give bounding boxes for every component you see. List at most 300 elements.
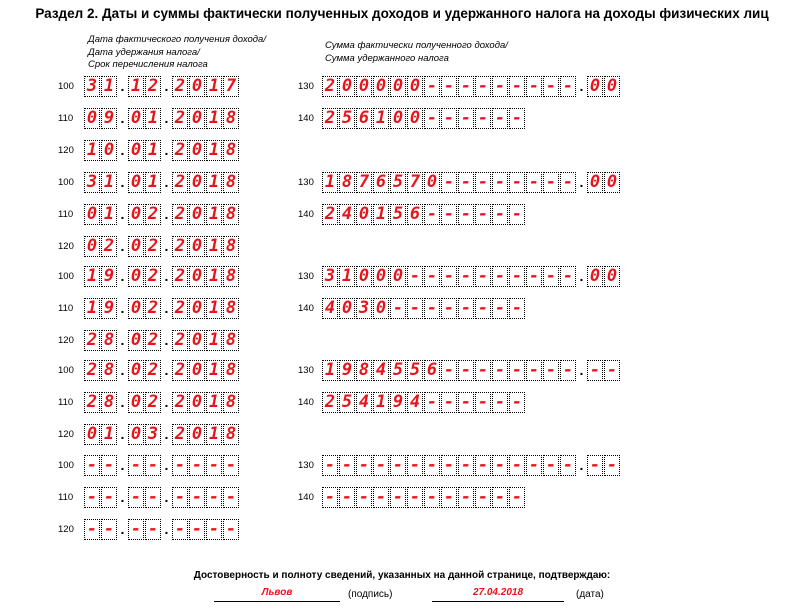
amount-digit-cell[interactable]: - bbox=[492, 487, 508, 508]
date-digit-cell[interactable]: 1 bbox=[206, 424, 222, 445]
date-field[interactable] bbox=[84, 298, 240, 319]
amount-digit-cell[interactable]: 3 bbox=[356, 298, 372, 319]
amount-digit-cell[interactable]: - bbox=[339, 455, 355, 476]
date-digit-cell[interactable]: - bbox=[206, 455, 222, 476]
date-digit-cell[interactable]: 0 bbox=[189, 140, 205, 161]
amount-digit-cell[interactable]: 9 bbox=[339, 360, 355, 381]
kopeck-digit-cell[interactable]: 0 bbox=[587, 172, 603, 193]
date-digit-cell[interactable]: 2 bbox=[172, 360, 188, 381]
amount-digit-cell[interactable]: 5 bbox=[339, 108, 355, 129]
amount-digit-cell[interactable]: 5 bbox=[407, 360, 423, 381]
date-digit-cell[interactable]: 0 bbox=[101, 140, 117, 161]
date-digit-cell[interactable]: 2 bbox=[145, 236, 161, 257]
date-field[interactable] bbox=[84, 424, 240, 445]
amount-digit-cell[interactable]: - bbox=[475, 487, 491, 508]
date-digit-cell[interactable]: 1 bbox=[206, 76, 222, 97]
date-digit-cell[interactable]: 9 bbox=[101, 108, 117, 129]
date-digit-cell[interactable]: 1 bbox=[145, 108, 161, 129]
date-digit-cell[interactable]: 2 bbox=[172, 266, 188, 287]
amount-digit-cell[interactable]: 0 bbox=[356, 266, 372, 287]
date-digit-cell[interactable]: 0 bbox=[189, 236, 205, 257]
income-amount-field[interactable] bbox=[322, 172, 621, 193]
amount-digit-cell[interactable]: - bbox=[407, 487, 423, 508]
tax-amount-field[interactable] bbox=[322, 392, 526, 413]
date-digit-cell[interactable]: 2 bbox=[172, 140, 188, 161]
amount-digit-cell[interactable]: - bbox=[458, 204, 474, 225]
date-digit-cell[interactable]: - bbox=[223, 455, 239, 476]
date-digit-cell[interactable]: 9 bbox=[101, 298, 117, 319]
amount-digit-cell[interactable]: - bbox=[339, 487, 355, 508]
date-digit-cell[interactable]: - bbox=[223, 487, 239, 508]
kopeck-digit-cell[interactable]: 0 bbox=[604, 172, 620, 193]
amount-digit-cell[interactable]: 2 bbox=[322, 76, 338, 97]
amount-digit-cell[interactable]: 7 bbox=[356, 172, 372, 193]
date-digit-cell[interactable]: - bbox=[172, 455, 188, 476]
date-digit-cell[interactable]: 9 bbox=[101, 266, 117, 287]
date-digit-cell[interactable]: 7 bbox=[223, 76, 239, 97]
date-digit-cell[interactable]: 0 bbox=[84, 108, 100, 129]
date-digit-cell[interactable]: 2 bbox=[145, 298, 161, 319]
date-digit-cell[interactable]: - bbox=[145, 519, 161, 540]
kopeck-digit-cell[interactable]: - bbox=[587, 455, 603, 476]
amount-digit-cell[interactable]: - bbox=[492, 266, 508, 287]
date-digit-cell[interactable]: 1 bbox=[206, 298, 222, 319]
date-digit-cell[interactable]: 0 bbox=[189, 360, 205, 381]
amount-digit-cell[interactable]: - bbox=[492, 76, 508, 97]
amount-digit-cell[interactable]: - bbox=[492, 455, 508, 476]
amount-digit-cell[interactable]: - bbox=[560, 455, 576, 476]
amount-digit-cell[interactable]: 6 bbox=[424, 360, 440, 381]
section-title: Раздел 2. Даты и суммы фактически полученных доходов и удержанного налога на доходы физических лиц bbox=[35, 6, 769, 21]
line-code: 110 bbox=[58, 303, 74, 314]
date-digit-cell[interactable]: - bbox=[128, 519, 144, 540]
amount-digit-cell[interactable]: 0 bbox=[407, 76, 423, 97]
date-digit-cell[interactable]: 0 bbox=[128, 108, 144, 129]
amount-digit-cell[interactable]: 0 bbox=[373, 266, 389, 287]
amount-digit-cell[interactable]: - bbox=[492, 172, 508, 193]
amount-digit-cell[interactable]: - bbox=[322, 487, 338, 508]
amount-digit-cell[interactable]: - bbox=[322, 455, 338, 476]
amount-digit-cell[interactable]: 5 bbox=[390, 360, 406, 381]
date-field[interactable] bbox=[84, 392, 240, 413]
date-digit-cell[interactable]: - bbox=[84, 455, 100, 476]
amount-digit-cell[interactable]: 0 bbox=[390, 76, 406, 97]
date-digit-cell[interactable]: 0 bbox=[84, 236, 100, 257]
tax-amount-field[interactable] bbox=[322, 204, 526, 225]
date-digit-cell[interactable]: 3 bbox=[145, 424, 161, 445]
amount-digit-cell[interactable]: - bbox=[475, 360, 491, 381]
amount-digit-cell[interactable]: - bbox=[458, 392, 474, 413]
date-digit-cell[interactable]: 1 bbox=[84, 140, 100, 161]
date-digit-cell[interactable]: - bbox=[128, 455, 144, 476]
date-digit-cell[interactable]: - bbox=[128, 487, 144, 508]
kopeck-digit-cell[interactable]: - bbox=[604, 455, 620, 476]
date-digit-cell[interactable]: 3 bbox=[84, 76, 100, 97]
tax-amount-field[interactable] bbox=[322, 298, 526, 319]
date-digit-cell[interactable]: - bbox=[101, 455, 117, 476]
amount-digit-cell[interactable]: - bbox=[424, 76, 440, 97]
amount-digit-cell[interactable]: 5 bbox=[390, 172, 406, 193]
amount-digit-cell[interactable]: - bbox=[492, 298, 508, 319]
amount-digit-cell[interactable]: 5 bbox=[339, 392, 355, 413]
amount-digit-cell[interactable]: - bbox=[475, 204, 491, 225]
date-digit-cell[interactable]: - bbox=[145, 455, 161, 476]
amount-digit-cell[interactable]: - bbox=[458, 108, 474, 129]
date-digit-cell[interactable]: - bbox=[101, 487, 117, 508]
date-field[interactable] bbox=[84, 108, 240, 129]
amount-digit-cell[interactable]: - bbox=[390, 487, 406, 508]
date-field[interactable] bbox=[84, 236, 240, 257]
amount-digit-cell[interactable]: 4 bbox=[356, 392, 372, 413]
amount-digit-cell[interactable]: - bbox=[475, 108, 491, 129]
line-code: 130 bbox=[298, 460, 314, 471]
date-digit-cell[interactable]: - bbox=[189, 519, 205, 540]
date-digit-cell[interactable]: 0 bbox=[189, 330, 205, 351]
amount-digit-cell[interactable]: - bbox=[458, 487, 474, 508]
amount-digit-cell[interactable]: 8 bbox=[356, 360, 372, 381]
amount-digit-cell[interactable]: 0 bbox=[356, 204, 372, 225]
date-digit-cell[interactable]: 8 bbox=[223, 108, 239, 129]
income-amount-field[interactable] bbox=[322, 266, 621, 287]
date-digit-cell[interactable]: 8 bbox=[101, 330, 117, 351]
amount-digit-cell[interactable]: - bbox=[509, 172, 525, 193]
date-digit-cell[interactable]: 2 bbox=[172, 236, 188, 257]
date-digit-cell[interactable]: 1 bbox=[101, 204, 117, 225]
amount-digit-cell[interactable]: - bbox=[543, 455, 559, 476]
date-field[interactable]: 27.04.2018 bbox=[432, 587, 564, 602]
date-digit-cell[interactable]: 0 bbox=[189, 424, 205, 445]
date-field[interactable] bbox=[84, 204, 240, 225]
amount-digit-cell[interactable]: - bbox=[475, 172, 491, 193]
date-field[interactable] bbox=[84, 330, 240, 351]
date-digit-cell[interactable]: - bbox=[189, 487, 205, 508]
amount-digit-cell[interactable]: - bbox=[441, 108, 457, 129]
amount-digit-cell[interactable]: 4 bbox=[339, 204, 355, 225]
date-digit-cell[interactable]: 0 bbox=[128, 330, 144, 351]
date-field[interactable] bbox=[84, 455, 240, 476]
date-digit-cell[interactable]: - bbox=[145, 487, 161, 508]
date-digit-cell[interactable]: - bbox=[206, 519, 222, 540]
amount-digit-cell[interactable]: - bbox=[543, 76, 559, 97]
amount-digit-cell[interactable]: 2 bbox=[322, 108, 338, 129]
date-digit-cell[interactable]: - bbox=[206, 487, 222, 508]
amount-digit-cell[interactable]: 2 bbox=[322, 204, 338, 225]
date-digit-cell[interactable]: 2 bbox=[101, 236, 117, 257]
date-digit-cell[interactable]: 1 bbox=[101, 76, 117, 97]
date-digit-cell[interactable]: 0 bbox=[189, 108, 205, 129]
amount-digit-cell[interactable]: - bbox=[441, 298, 457, 319]
amount-digit-cell[interactable]: - bbox=[509, 108, 525, 129]
date-digit-cell[interactable]: 0 bbox=[84, 204, 100, 225]
amount-digit-cell[interactable]: 0 bbox=[390, 266, 406, 287]
date-digit-cell[interactable]: 2 bbox=[145, 360, 161, 381]
date-digit-cell[interactable]: 2 bbox=[145, 204, 161, 225]
amount-digit-cell[interactable]: 1 bbox=[339, 266, 355, 287]
amount-digit-cell[interactable]: 0 bbox=[407, 108, 423, 129]
amount-digit-cell[interactable]: 4 bbox=[322, 298, 338, 319]
amount-digit-cell[interactable]: - bbox=[526, 76, 542, 97]
amount-digit-cell[interactable]: - bbox=[560, 76, 576, 97]
date-digit-cell[interactable]: 0 bbox=[189, 392, 205, 413]
separator-dot: . bbox=[164, 426, 169, 442]
amount-digit-cell[interactable]: - bbox=[509, 266, 525, 287]
date-digit-cell[interactable]: 0 bbox=[84, 424, 100, 445]
amount-digit-cell[interactable]: - bbox=[526, 172, 542, 193]
amount-digit-cell[interactable]: - bbox=[509, 392, 525, 413]
amount-digit-cell[interactable]: 6 bbox=[407, 204, 423, 225]
amount-digit-cell[interactable]: - bbox=[492, 204, 508, 225]
amount-digit-cell[interactable]: - bbox=[543, 266, 559, 287]
date-digit-cell[interactable]: 0 bbox=[189, 298, 205, 319]
date-digit-cell[interactable]: 1 bbox=[128, 76, 144, 97]
date-digit-cell[interactable]: 1 bbox=[206, 172, 222, 193]
amount-digit-cell[interactable]: 1 bbox=[373, 108, 389, 129]
signature-field[interactable]: Львов bbox=[214, 587, 340, 602]
date-field[interactable] bbox=[84, 266, 240, 287]
amount-digit-cell[interactable]: - bbox=[441, 266, 457, 287]
amount-digit-cell[interactable]: - bbox=[356, 455, 372, 476]
date-digit-cell[interactable]: 1 bbox=[206, 204, 222, 225]
date-digit-cell[interactable]: 0 bbox=[128, 424, 144, 445]
amount-digit-cell[interactable]: - bbox=[509, 455, 525, 476]
amount-digit-cell[interactable]: - bbox=[424, 266, 440, 287]
date-digit-cell[interactable]: 1 bbox=[206, 236, 222, 257]
date-digit-cell[interactable]: 2 bbox=[172, 204, 188, 225]
amount-digit-cell[interactable]: - bbox=[390, 455, 406, 476]
amount-digit-cell[interactable]: - bbox=[441, 76, 457, 97]
date-digit-cell[interactable]: 1 bbox=[206, 392, 222, 413]
amount-digit-cell[interactable]: - bbox=[509, 298, 525, 319]
amount-digit-cell[interactable]: - bbox=[492, 360, 508, 381]
date-digit-cell[interactable]: - bbox=[84, 519, 100, 540]
amount-digit-cell[interactable]: - bbox=[458, 172, 474, 193]
amount-digit-cell[interactable]: - bbox=[441, 360, 457, 381]
amount-digit-cell[interactable]: - bbox=[543, 172, 559, 193]
date-digit-cell[interactable]: 3 bbox=[84, 172, 100, 193]
amount-digit-cell[interactable]: 6 bbox=[356, 108, 372, 129]
date-digit-cell[interactable]: 8 bbox=[101, 360, 117, 381]
date-digit-cell[interactable]: - bbox=[172, 519, 188, 540]
date-digit-cell[interactable]: 2 bbox=[145, 330, 161, 351]
date-digit-cell[interactable]: 0 bbox=[189, 204, 205, 225]
date-digit-cell[interactable]: - bbox=[101, 519, 117, 540]
date-digit-cell[interactable]: 8 bbox=[223, 236, 239, 257]
date-digit-cell[interactable]: 2 bbox=[172, 108, 188, 129]
date-digit-cell[interactable]: 8 bbox=[101, 392, 117, 413]
date-digit-cell[interactable]: 8 bbox=[223, 360, 239, 381]
date-digit-cell[interactable]: 2 bbox=[172, 392, 188, 413]
date-digit-cell[interactable]: 0 bbox=[128, 140, 144, 161]
amount-digit-cell[interactable]: - bbox=[424, 455, 440, 476]
kopeck-digit-cell[interactable]: 0 bbox=[587, 266, 603, 287]
amount-digit-cell[interactable]: 0 bbox=[373, 76, 389, 97]
kopeck-digit-cell[interactable]: 0 bbox=[604, 76, 620, 97]
amount-digit-cell[interactable]: - bbox=[441, 487, 457, 508]
date-digit-cell[interactable]: 2 bbox=[172, 172, 188, 193]
amount-digit-cell[interactable]: - bbox=[424, 487, 440, 508]
kopeck-digit-cell[interactable]: - bbox=[587, 360, 603, 381]
amount-digit-cell[interactable]: - bbox=[356, 487, 372, 508]
amount-digit-cell[interactable]: - bbox=[543, 360, 559, 381]
date-digit-cell[interactable]: 2 bbox=[172, 330, 188, 351]
amount-digit-cell[interactable]: 4 bbox=[407, 392, 423, 413]
amount-digit-cell[interactable]: 0 bbox=[339, 298, 355, 319]
amount-digit-cell[interactable]: 3 bbox=[322, 266, 338, 287]
date-digit-cell[interactable]: 1 bbox=[206, 360, 222, 381]
date-digit-cell[interactable]: 2 bbox=[172, 424, 188, 445]
amount-digit-cell[interactable]: 1 bbox=[373, 392, 389, 413]
date-digit-cell[interactable]: 0 bbox=[128, 392, 144, 413]
amount-digit-cell[interactable]: - bbox=[509, 76, 525, 97]
date-digit-cell[interactable]: 0 bbox=[189, 76, 205, 97]
date-digit-cell[interactable]: 1 bbox=[84, 298, 100, 319]
amount-digit-cell[interactable]: 2 bbox=[322, 392, 338, 413]
date-digit-cell[interactable]: 2 bbox=[172, 76, 188, 97]
amount-digit-cell[interactable]: - bbox=[509, 487, 525, 508]
amount-digit-cell[interactable]: 0 bbox=[339, 76, 355, 97]
date-digit-cell[interactable]: 1 bbox=[206, 140, 222, 161]
income-amount-field[interactable] bbox=[322, 76, 621, 97]
amount-digit-cell[interactable]: - bbox=[424, 108, 440, 129]
kopeck-digit-cell[interactable]: 0 bbox=[604, 266, 620, 287]
amount-digit-cell[interactable]: - bbox=[407, 455, 423, 476]
amount-digit-cell[interactable]: - bbox=[458, 76, 474, 97]
amount-digit-cell[interactable]: - bbox=[407, 266, 423, 287]
kopeck-digit-cell[interactable]: - bbox=[604, 360, 620, 381]
date-digit-cell[interactable]: 8 bbox=[223, 392, 239, 413]
date-digit-cell[interactable]: - bbox=[189, 455, 205, 476]
amount-digit-cell[interactable]: - bbox=[526, 360, 542, 381]
date-digit-cell[interactable]: 8 bbox=[223, 172, 239, 193]
amount-digit-cell[interactable]: - bbox=[373, 487, 389, 508]
date-digit-cell[interactable]: 2 bbox=[145, 392, 161, 413]
date-field[interactable] bbox=[84, 140, 240, 161]
date-digit-cell[interactable]: 8 bbox=[223, 298, 239, 319]
date-field[interactable] bbox=[84, 172, 240, 193]
date-digit-cell[interactable]: - bbox=[172, 487, 188, 508]
date-digit-cell[interactable]: 1 bbox=[145, 172, 161, 193]
date-digit-cell[interactable]: 2 bbox=[84, 392, 100, 413]
date-digit-cell[interactable]: 1 bbox=[206, 108, 222, 129]
date-digit-cell[interactable]: - bbox=[84, 487, 100, 508]
date-digit-cell[interactable]: 2 bbox=[172, 298, 188, 319]
date-digit-cell[interactable]: 0 bbox=[128, 298, 144, 319]
amount-digit-cell[interactable]: 6 bbox=[373, 172, 389, 193]
amount-digit-cell[interactable]: 8 bbox=[339, 172, 355, 193]
amount-digit-cell[interactable]: - bbox=[492, 392, 508, 413]
date-digit-cell[interactable]: 8 bbox=[223, 266, 239, 287]
amount-digit-cell[interactable]: - bbox=[475, 76, 491, 97]
amount-digit-cell[interactable]: 5 bbox=[390, 204, 406, 225]
date-digit-cell[interactable]: 8 bbox=[223, 330, 239, 351]
amount-digit-cell[interactable]: 0 bbox=[373, 298, 389, 319]
tax-amount-field[interactable] bbox=[322, 108, 526, 129]
date-digit-cell[interactable]: 8 bbox=[223, 424, 239, 445]
amount-digit-cell[interactable]: 9 bbox=[390, 392, 406, 413]
date-digit-cell[interactable]: 1 bbox=[101, 424, 117, 445]
date-digit-cell[interactable]: 0 bbox=[128, 266, 144, 287]
separator-dot: . bbox=[164, 394, 169, 410]
amount-digit-cell[interactable]: - bbox=[509, 360, 525, 381]
amount-digit-cell[interactable]: - bbox=[475, 266, 491, 287]
date-digit-cell[interactable]: 1 bbox=[206, 266, 222, 287]
date-digit-cell[interactable]: 1 bbox=[145, 140, 161, 161]
amount-digit-cell[interactable]: 0 bbox=[356, 76, 372, 97]
date-digit-cell[interactable]: 0 bbox=[128, 236, 144, 257]
date-digit-cell[interactable]: 1 bbox=[101, 172, 117, 193]
date-digit-cell[interactable]: 2 bbox=[145, 76, 161, 97]
amount-digit-cell[interactable]: - bbox=[560, 172, 576, 193]
amount-digit-cell[interactable]: - bbox=[424, 204, 440, 225]
amount-digit-cell[interactable]: - bbox=[560, 266, 576, 287]
amount-digit-cell[interactable]: - bbox=[492, 108, 508, 129]
amount-digit-cell[interactable]: - bbox=[475, 392, 491, 413]
amount-digit-cell[interactable]: - bbox=[441, 392, 457, 413]
date-digit-cell[interactable]: 2 bbox=[84, 360, 100, 381]
date-digit-cell[interactable]: - bbox=[223, 519, 239, 540]
amount-digit-cell[interactable]: - bbox=[475, 455, 491, 476]
date-field[interactable] bbox=[84, 519, 240, 540]
date-digit-cell[interactable]: 0 bbox=[189, 172, 205, 193]
line-code: 140 bbox=[298, 397, 314, 408]
income-amount-field[interactable] bbox=[322, 455, 621, 476]
kopeck-digit-cell[interactable]: 0 bbox=[587, 76, 603, 97]
amount-digit-cell[interactable]: - bbox=[458, 455, 474, 476]
date-field[interactable] bbox=[84, 360, 240, 381]
amount-digit-cell[interactable]: 0 bbox=[424, 172, 440, 193]
amount-digit-cell[interactable]: - bbox=[373, 455, 389, 476]
amount-digit-cell[interactable]: - bbox=[526, 266, 542, 287]
date-digit-cell[interactable]: 0 bbox=[128, 360, 144, 381]
date-digit-cell[interactable]: 1 bbox=[206, 330, 222, 351]
amount-digit-cell[interactable]: - bbox=[424, 298, 440, 319]
date-field[interactable] bbox=[84, 487, 240, 508]
separator-dot: . bbox=[120, 174, 125, 190]
amount-digit-cell[interactable]: 4 bbox=[373, 360, 389, 381]
amount-digit-cell[interactable]: - bbox=[509, 204, 525, 225]
amount-digit-cell[interactable]: 1 bbox=[322, 360, 338, 381]
date-digit-cell[interactable]: 8 bbox=[223, 140, 239, 161]
amount-digit-cell[interactable]: - bbox=[560, 360, 576, 381]
date-digit-cell[interactable]: 2 bbox=[84, 330, 100, 351]
date-digit-cell[interactable]: 1 bbox=[84, 266, 100, 287]
amount-digit-cell[interactable]: 1 bbox=[373, 204, 389, 225]
date-digit-cell[interactable]: 8 bbox=[223, 204, 239, 225]
amount-digit-cell[interactable]: - bbox=[441, 204, 457, 225]
date-digit-cell[interactable]: 2 bbox=[145, 266, 161, 287]
amount-digit-cell[interactable]: - bbox=[390, 298, 406, 319]
date-digit-cell[interactable]: 0 bbox=[189, 266, 205, 287]
income-amount-field[interactable] bbox=[322, 360, 621, 381]
amount-digit-cell[interactable]: - bbox=[424, 392, 440, 413]
amount-digit-cell[interactable]: - bbox=[526, 455, 542, 476]
amount-digit-cell[interactable]: - bbox=[458, 266, 474, 287]
amount-digit-cell[interactable]: 1 bbox=[322, 172, 338, 193]
amount-digit-cell[interactable]: 7 bbox=[407, 172, 423, 193]
amount-digit-cell[interactable]: - bbox=[458, 360, 474, 381]
amount-digit-cell[interactable]: - bbox=[475, 298, 491, 319]
amount-digit-cell[interactable]: 0 bbox=[390, 108, 406, 129]
amount-digit-cell[interactable]: - bbox=[441, 455, 457, 476]
date-field[interactable] bbox=[84, 76, 240, 97]
amount-digit-cell[interactable]: - bbox=[441, 172, 457, 193]
amount-digit-cell[interactable]: - bbox=[458, 298, 474, 319]
date-digit-cell[interactable]: 0 bbox=[128, 204, 144, 225]
date-digit-cell[interactable]: 0 bbox=[128, 172, 144, 193]
amount-digit-cell[interactable]: - bbox=[407, 298, 423, 319]
separator-dot: . bbox=[579, 457, 584, 473]
tax-amount-field[interactable] bbox=[322, 487, 526, 508]
